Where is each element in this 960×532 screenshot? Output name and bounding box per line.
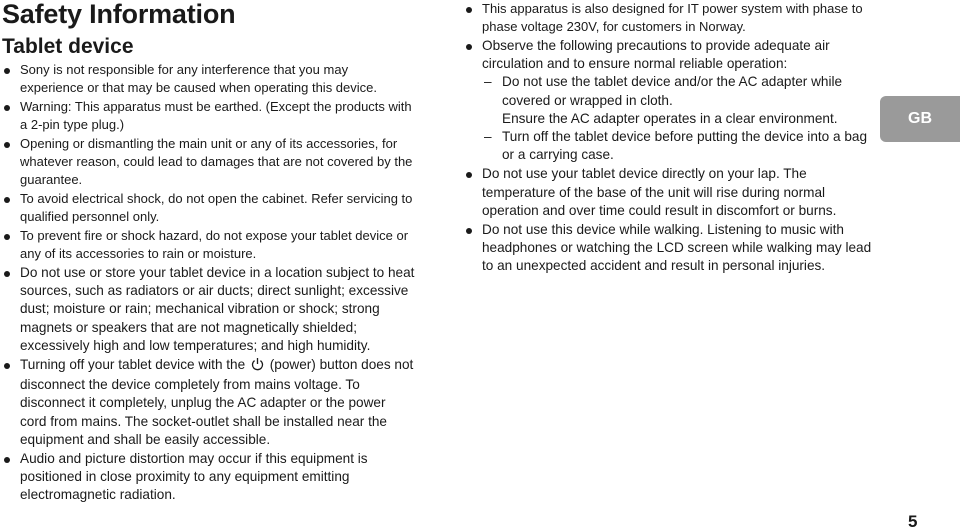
power-icon <box>251 357 264 376</box>
right-bullet-list <box>462 0 877 277</box>
list-item-precautions <box>462 37 877 164</box>
list-item: Warning: This apparatus must be earthed. (Except the products with a 2-pin type plug.) <box>0 98 415 134</box>
list-item-power <box>0 356 415 449</box>
list-item: Opening or dismantling the main unit or any of its accessories, for whatever reason, could lead to damages that are not covered by the guarantee. <box>0 135 415 189</box>
sub-item <box>482 73 877 128</box>
list-item: Do not use or store your tablet device in a location subject to heat sources, such as radiators or air ducts; direct sunlight; excessive dust; moisture or rain; mechanical vibration or shock; strong magnets or speakers that are not magnetically shielded; excessively high and low temperatures; and high humidity. <box>0 264 415 355</box>
list-item: This apparatus is also designed for IT power system with phase to phase voltage 230V, for customers in Norway. <box>462 0 877 36</box>
sub-item-text: Do not use the tablet device and/or the AC adapter while covered or wrapped in cloth. <box>502 74 843 108</box>
list-item: Audio and picture distortion may occur if this equipment is positioned in close proximity to any equipment emitting electromagnetic radiation. <box>0 450 415 505</box>
language-tab: GB <box>880 96 960 142</box>
list-item: To prevent fire or shock hazard, do not expose your tablet device or any of its accessories to rain or moisture. <box>0 227 415 263</box>
page-title: Safety Information <box>2 0 236 29</box>
precautions-sublist <box>482 73 877 164</box>
list-item: Do not use this device while walking. Listening to music with headphones or watching the LCD screen while walking may lead to an unexpected accident and result in personal injuries. <box>462 221 877 276</box>
section-title: Tablet device <box>2 35 134 58</box>
list-item: Sony is not responsible for any interference that you may experience or that may be caused when operating this device. <box>0 61 415 97</box>
left-bullet-list <box>0 61 415 506</box>
power-text-before: Turning off your tablet device with the <box>20 357 246 373</box>
sub-item: – Turn off the tablet device before putting the device into a bag or a carrying case. <box>482 128 877 164</box>
list-item: To avoid electrical shock, do not open the cabinet. Refer servicing to qualified personnel only. <box>0 190 415 226</box>
power-text-after: (power) button does not disconnect the device completely from mains voltage. To disconnect it completely, unplug the AC adapter or the power cord from mains. The socket-outlet shall be installed near the equipment and shall be easily accessible. <box>20 357 414 447</box>
sub-item-continuation: Ensure the AC adapter operates in a clear environment. <box>502 110 838 126</box>
page-number: 5 <box>908 512 918 531</box>
precautions-intro: Observe the following precautions to provide adequate air circulation and to ensure normal reliable operation: <box>482 38 830 72</box>
list-item: Do not use your tablet device directly on your lap. The temperature of the base of the unit will rise during normal operation and over time could result in discomfort or burns. <box>462 165 877 220</box>
